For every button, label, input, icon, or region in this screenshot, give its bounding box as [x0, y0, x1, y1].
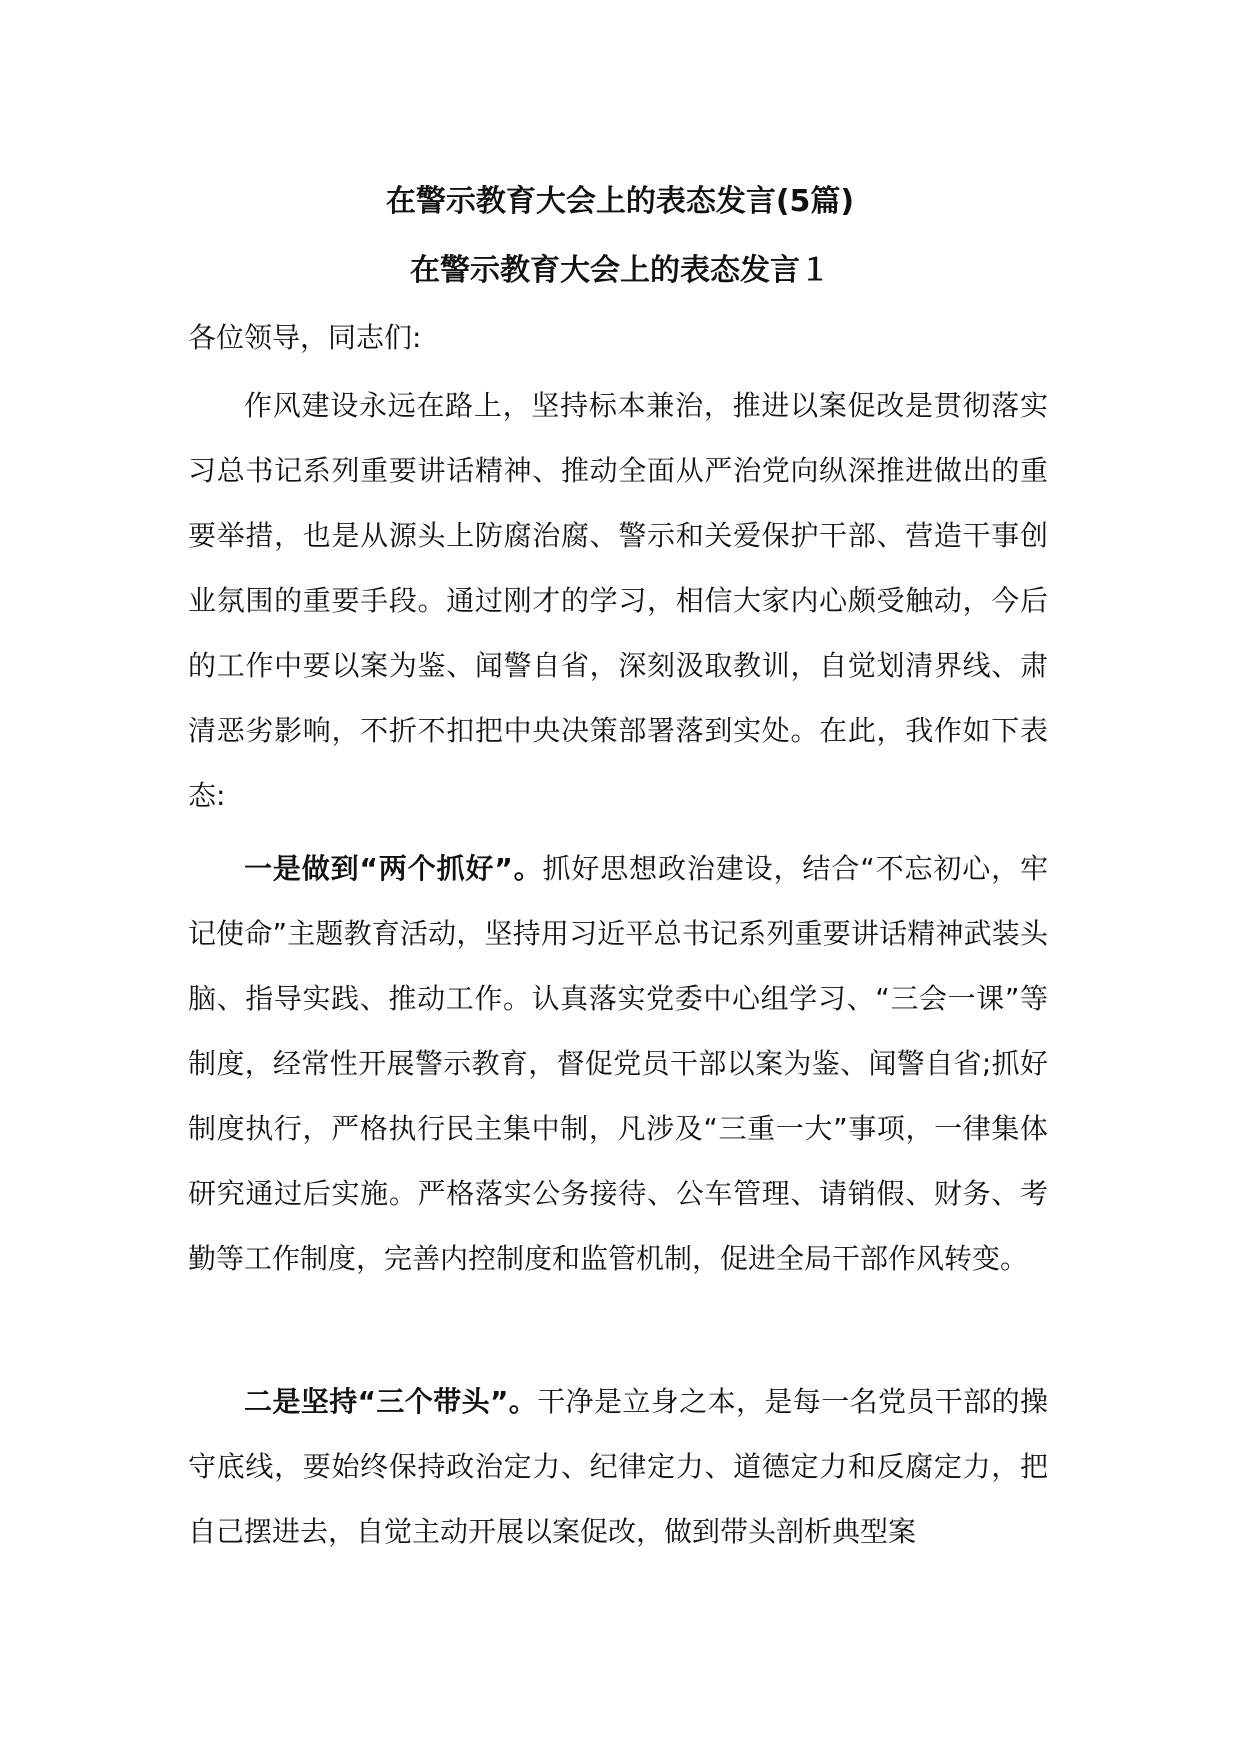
- paragraph-text: 作风建设永远在路上，坚持标本兼治，推进以案促改是贯彻落实习总书记系列重要讲话精神、推动全面从严治党向纵深推进做出的重要举措，也是从源头上防腐治腐、警示和关爱保护干部、营造干事创业氛围的重要手段。通过刚才的学习，相信大家内心颇受触动，今后的工作中要以案为鉴、闻警自省，深刻汲取教训，自觉划清界线、肃清恶劣影响，不折不扣把中央决策部署落到实处。在此，我作如下表态:: [188, 389, 1048, 812]
- document-title: 在警示教育大会上的表态发言(5篇): [385, 184, 855, 219]
- paragraph-text: 抓好思想政治建设，结合“不忘初心，牢记使命”主题教育活动，坚持用习近平总书记系列重要讲话精神武装头脑、指导实践、推动工作。认真落实党委中心组学习、“三会一课”等制度，经常性开展警示教育，督促党员干部以案为鉴、闻警自省;抓好制度执行，严格执行民主集中制，凡涉及“三重一大”事项，一律集体研究通过后实施。严格落实公务接待、公车管理、请销假、财务、考勤等工作制度，完善内控制度和监管机制，促进全局干部作风转变。: [188, 852, 1048, 1275]
- paragraph-intro: [188, 373, 1048, 828]
- paragraph-lead: 二是坚持“三个带头”。: [244, 1385, 538, 1418]
- paragraph-point-two: [188, 1369, 1048, 1564]
- document-subtitle: 在警示教育大会上的表态发言１: [410, 253, 830, 288]
- paragraph-lead: 一是做到“两个抓好”。: [244, 852, 543, 885]
- paragraph-text: 干净是立身之本，是每一名党员干部的操守底线，要始终保持政治定力、纪律定力、道德定力和反腐定力，把自己摆进去，自觉主动开展以案促改，做到带头剖析典型案: [188, 1385, 1048, 1548]
- paragraph-point-one: [188, 836, 1048, 1291]
- salutation: 各位领导，同志们:: [188, 321, 422, 354]
